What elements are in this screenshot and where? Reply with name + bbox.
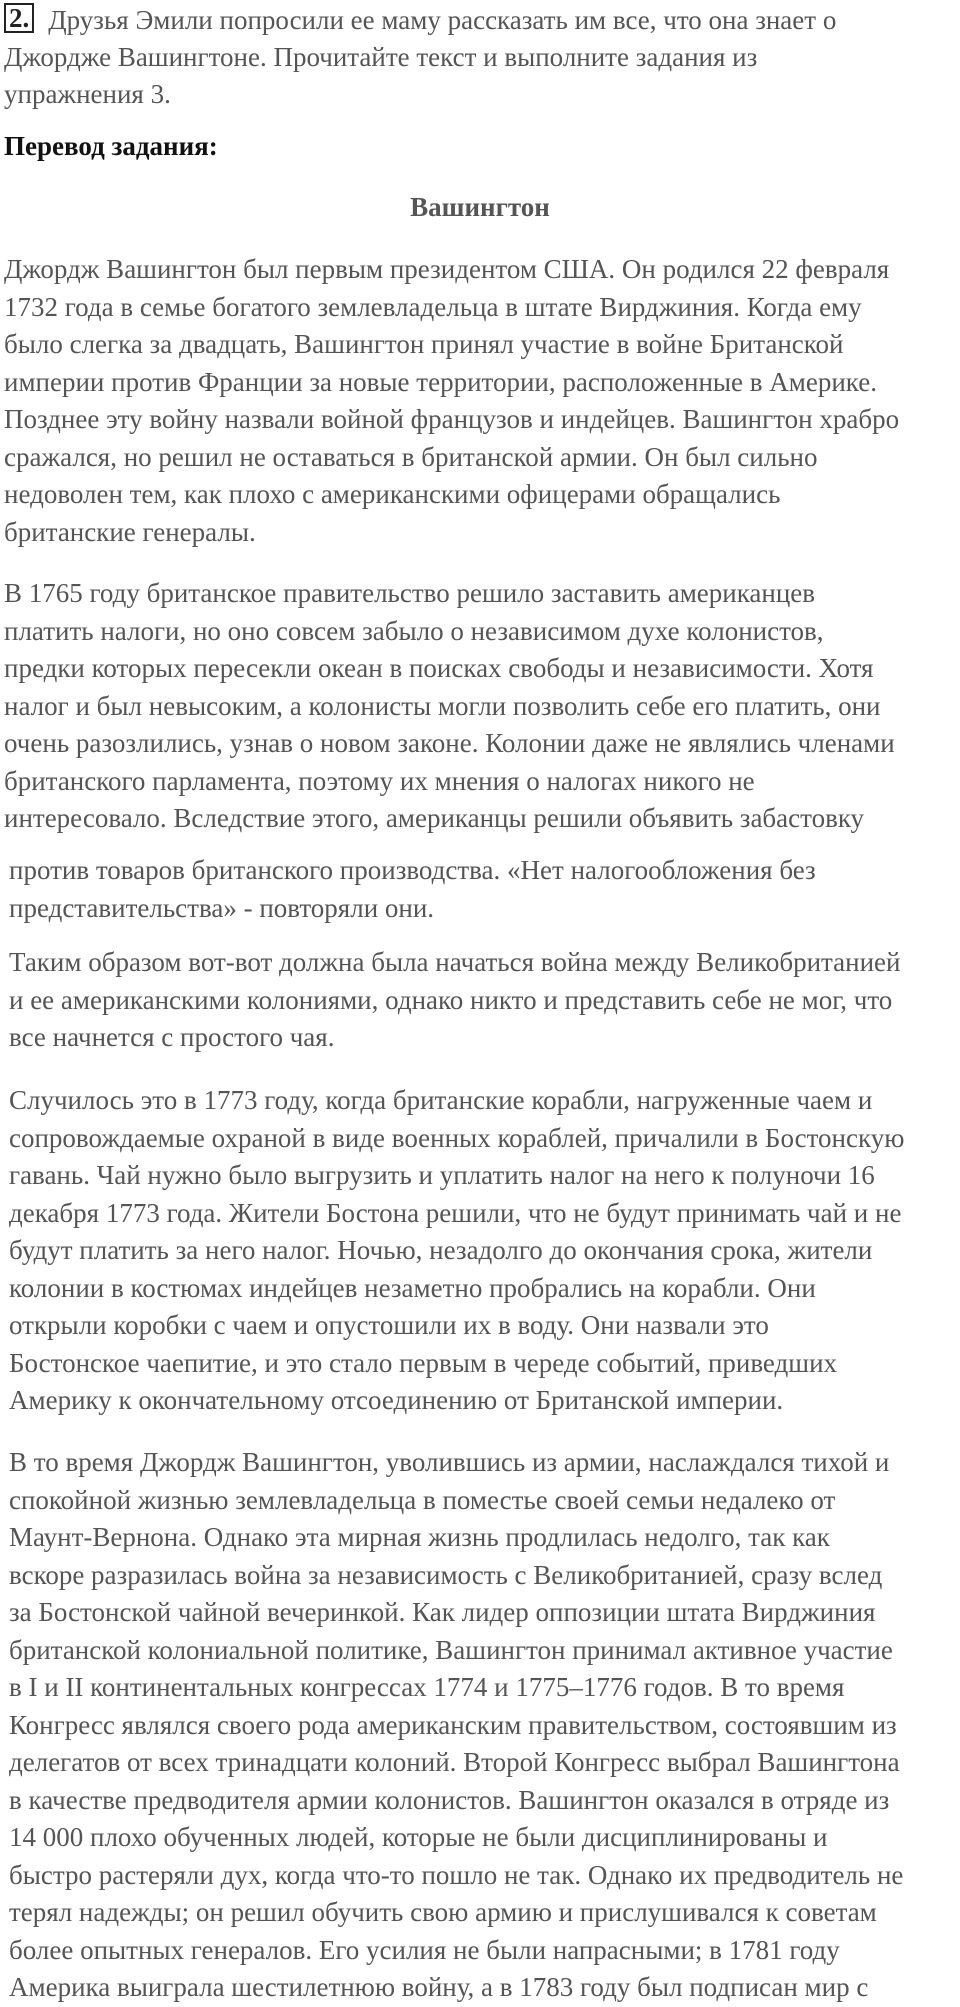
paragraph-5 xyxy=(9,1082,960,1420)
text-line: все начнется с простого чая. xyxy=(9,1022,335,1052)
text-line: империи против Франции за новые территории, расположенные в Америке. xyxy=(4,366,877,397)
text-line: Америка выиграла шестилетнюю войну, а в 1783 году был подписан мир с xyxy=(9,1972,869,2002)
text-line: в I и II континентальных конгрессах 1774 и 1775–1776 годов. В то время xyxy=(9,1672,845,1702)
text-line: В то время Джордж Вашингтон, уволившись из армии, наслаждался тихой и xyxy=(9,1447,890,1477)
text-line: налог и был невысоким, а колонисты могли позволить себе его платить, они xyxy=(4,690,881,721)
text-line: против товаров британского производства. «Нет налогообложения без xyxy=(9,855,816,885)
text-line: Бостонское чаепитие, и это стало первым в череде событий, приведших xyxy=(9,1347,838,1378)
text-line: спокойной жизнью землевладельца в поместье своей семьи недалеко от xyxy=(9,1484,836,1515)
text-line: Америку к окончательному отсоединению от Британской империи. xyxy=(9,1385,784,1415)
paragraph-1 xyxy=(4,251,956,551)
instruction-line: Джордже Вашингтоне. Прочитайте текст и выполните задания из xyxy=(4,42,758,72)
text-line: гавань. Чай нужно было выгрузить и уплатить налог на него к полуночи 16 xyxy=(9,1160,875,1190)
text-line: британские генералы. xyxy=(4,516,256,547)
text-line: Джордж Вашингтон был первым президентом США. Он родился 22 февраля xyxy=(4,254,890,284)
text-line: сопровождаемые охраной в виде военных кораблей, причалили в Бостонскую xyxy=(9,1122,905,1153)
paragraph-2 xyxy=(4,575,956,838)
text-line: британской колониальной политике, Вашингтон принимал активное участие xyxy=(9,1634,893,1665)
text-line: более опытных генералов. Его усилия не были напрасными; в 1781 году xyxy=(9,1934,840,1965)
translation-heading: Перевод задания: xyxy=(4,131,218,161)
text-line: декабря 1773 года. Жители Бостона решили, что не будут принимать чай и не xyxy=(9,1197,902,1228)
text-line: предки которых пересекли океан в поисках свободы и независимости. Хотя xyxy=(4,653,874,683)
text-line: 14 000 плохо обученных людей, которые не были дисциплинированы и xyxy=(9,1822,828,1852)
text-line: 1732 года в семье богатого землевладельца в штате Вирджиния. Когда ему xyxy=(4,291,862,322)
text-line: представительства» - повторяли они. xyxy=(9,892,435,923)
text-line: терял надежды; он решил обучить свою армию и прислушивался к советам xyxy=(9,1897,877,1927)
text-line: сражался, но решил не оставаться в британской армии. Он был сильно xyxy=(4,441,818,472)
paragraph-6 xyxy=(9,1444,960,2007)
text-title: Вашингтон xyxy=(410,192,550,222)
text-line: быстро растеряли дух, когда что-то пошло не так. Однако их предводитель не xyxy=(9,1859,904,1890)
text-line: платить налоги, но оно совсем забыло о независимом духе колонистов, xyxy=(4,615,824,646)
task-number-badge: 2. xyxy=(4,3,34,33)
instruction-line: Друзья Эмили попросили ее маму рассказать им все, что она знает о xyxy=(48,5,837,35)
text-line: и ее американскими колониями, однако никто и представить себе не мог, что xyxy=(9,984,893,1015)
text-line: Позднее эту войну назвали войной французов и индейцев. Вашингтон храбро xyxy=(4,404,900,434)
text-line: вскоре разразилась война за независимость с Великобританией, сразу вслед xyxy=(9,1559,883,1590)
text-line: делегатов от всех тринадцати колоний. Второй Конгресс выбрал Вашингтона xyxy=(9,1747,900,1777)
text-line: Конгресс являлся своего рода американским правительством, состоявшим из xyxy=(9,1709,897,1740)
text-line: колонии в костюмах индейцев незаметно пробрались на корабли. Они xyxy=(9,1272,816,1303)
task-instruction xyxy=(4,2,954,113)
text-line: британского парламента, поэтому их мнения о налогах никого не xyxy=(4,765,755,796)
paragraph-3 xyxy=(9,852,960,927)
text-line: за Бостонской чайной вечеринкой. Как лидер оппозиции штата Вирджиния xyxy=(9,1597,876,1627)
paragraph-4 xyxy=(9,944,960,1057)
text-line: было слегка за двадцать, Вашингтон принял участие в войне Британской xyxy=(4,329,844,359)
text-line: очень разозлились, узнав о новом законе. Колонии даже не являлись членами xyxy=(4,728,895,758)
text-line: Таким образом вот-вот должна была начаться война между Великобританией xyxy=(9,947,901,977)
text-line: интересовало. Вследствие этого, американцы решили объявить забастовку xyxy=(4,803,865,833)
text-line: будут платить за него налог. Ночью, незадолго до окончания срока, жители xyxy=(9,1235,873,1265)
text-line: недоволен тем, как плохо с американскими офицерами обращались xyxy=(4,479,781,509)
instruction-line: упражнения 3. xyxy=(4,79,171,109)
text-line: открыли коробки с чаем и опустошили их в воду. Они назвали это xyxy=(9,1310,769,1340)
text-line: в качестве предводителя армии колонистов. Вашингтон оказался в отряде из xyxy=(9,1784,890,1815)
text-line: В 1765 году британское правительство решило заставить американцев xyxy=(4,578,816,608)
text-line: Маунт-Вернона. Однако эта мирная жизнь продлилась недолго, так как xyxy=(9,1522,830,1552)
text-line: Случилось это в 1773 году, когда британские корабли, нагруженные чаем и xyxy=(9,1085,873,1115)
